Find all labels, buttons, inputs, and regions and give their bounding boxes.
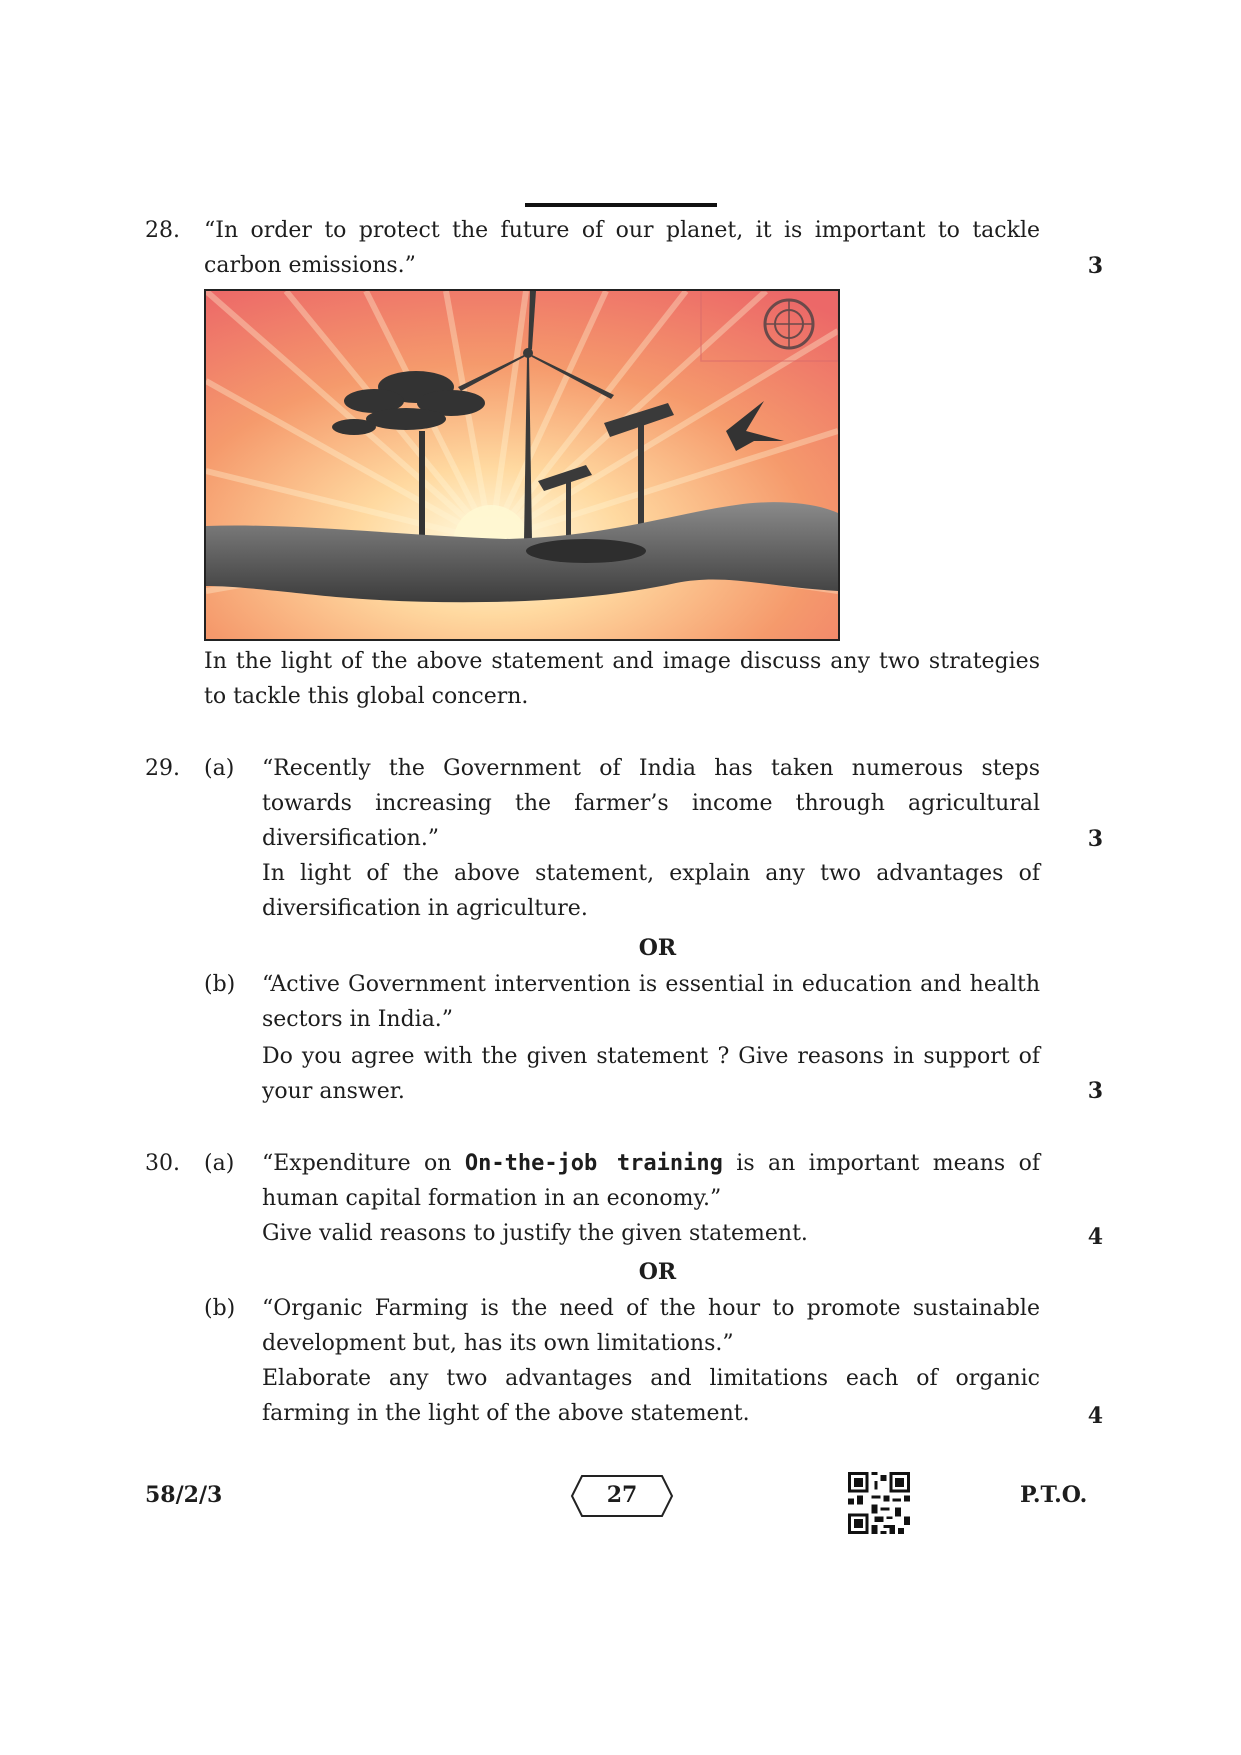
question-28-prompt-line-1: In the light of the above statement and image discuss any two strategies	[204, 649, 1040, 674]
question-30a-line-1	[262, 1146, 1040, 1181]
question-29a-line-5: diversification in agriculture.	[262, 896, 588, 921]
question-29b-line-4: your answer.	[262, 1079, 405, 1104]
page-number: 27	[606, 1482, 638, 1508]
question-30b-line-1: “Organic Farming is the need of the hour to promote sustainable	[262, 1296, 1040, 1321]
question-29a-line-4: In light of the above statement, explain any two advantages of	[262, 861, 1040, 886]
question-28-statement-line-2: carbon emissions.”	[204, 253, 416, 278]
question-29a-text	[262, 751, 1040, 926]
renewable-energy-image	[204, 289, 840, 641]
question-30a-line-2: human capital formation in an economy.”	[262, 1186, 722, 1211]
question-30-or-text: OR	[638, 1259, 677, 1285]
question-29-or-text: OR	[638, 935, 677, 961]
qr-code-icon	[848, 1472, 910, 1534]
un-emblem-icon	[765, 300, 813, 348]
question-29b-label: (b)	[204, 972, 236, 997]
paper-code: 58/2/3	[145, 1482, 223, 1508]
question-30b-label: (b)	[204, 1296, 236, 1321]
question-29b-text	[262, 967, 1040, 1109]
please-turn-over: P.T.O.	[1020, 1482, 1088, 1508]
question-30a-marks: 4	[1087, 1224, 1103, 1250]
question-30a-text	[262, 1146, 1040, 1251]
question-29b-line-1: “Active Government intervention is essential in education and health	[262, 972, 1040, 997]
question-28-statement-line-1: “In order to protect the future of our planet, it is important to tackle	[204, 218, 1040, 243]
question-29a-line-1: “Recently the Government of India has taken numerous steps	[262, 756, 1040, 781]
question-28-prompt	[204, 644, 1040, 714]
question-29b-line-3: Do you agree with the given statement ? Give reasons in support of	[262, 1044, 1040, 1069]
question-29-or	[0, 935, 1241, 961]
question-30b-marks: 4	[1087, 1403, 1103, 1429]
question-29b-line-2: sectors in India.”	[262, 1007, 454, 1032]
question-29a-marks: 3	[1087, 826, 1103, 852]
question-30b-line-3: Elaborate any two advantages and limitations each of organic	[262, 1366, 1040, 1391]
question-30-or	[0, 1259, 1241, 1285]
question-30a-line-3: Give valid reasons to justify the given statement.	[262, 1221, 808, 1246]
question-30a-post: is an important means of	[722, 1151, 1040, 1176]
question-30a-pre: “Expenditure on	[262, 1151, 465, 1176]
renewable-energy-illustration	[206, 291, 838, 639]
question-29a-label: (a)	[204, 756, 235, 781]
question-30b-line-2: development but, has its own limitations.”	[262, 1331, 734, 1356]
question-30-number: 30.	[145, 1151, 180, 1176]
question-28-marks: 3	[1087, 253, 1103, 279]
question-30a-bold-term: On-the-job training	[464, 1151, 723, 1176]
question-28-number: 28.	[145, 218, 180, 243]
question-29b-marks: 3	[1087, 1078, 1103, 1104]
question-30b-text	[262, 1291, 1040, 1431]
question-29-number: 29.	[145, 756, 180, 781]
question-28-prompt-line-2: to tackle this global concern.	[204, 684, 529, 709]
question-30b-line-4: farming in the light of the above statement.	[262, 1401, 750, 1426]
question-30a-label: (a)	[204, 1151, 235, 1176]
question-28-statement	[204, 213, 1040, 283]
top-separator-rule	[525, 203, 717, 207]
question-29a-line-3: diversification.”	[262, 826, 440, 851]
question-29a-line-2: towards increasing the farmer’s income through agricultural	[262, 791, 1040, 816]
